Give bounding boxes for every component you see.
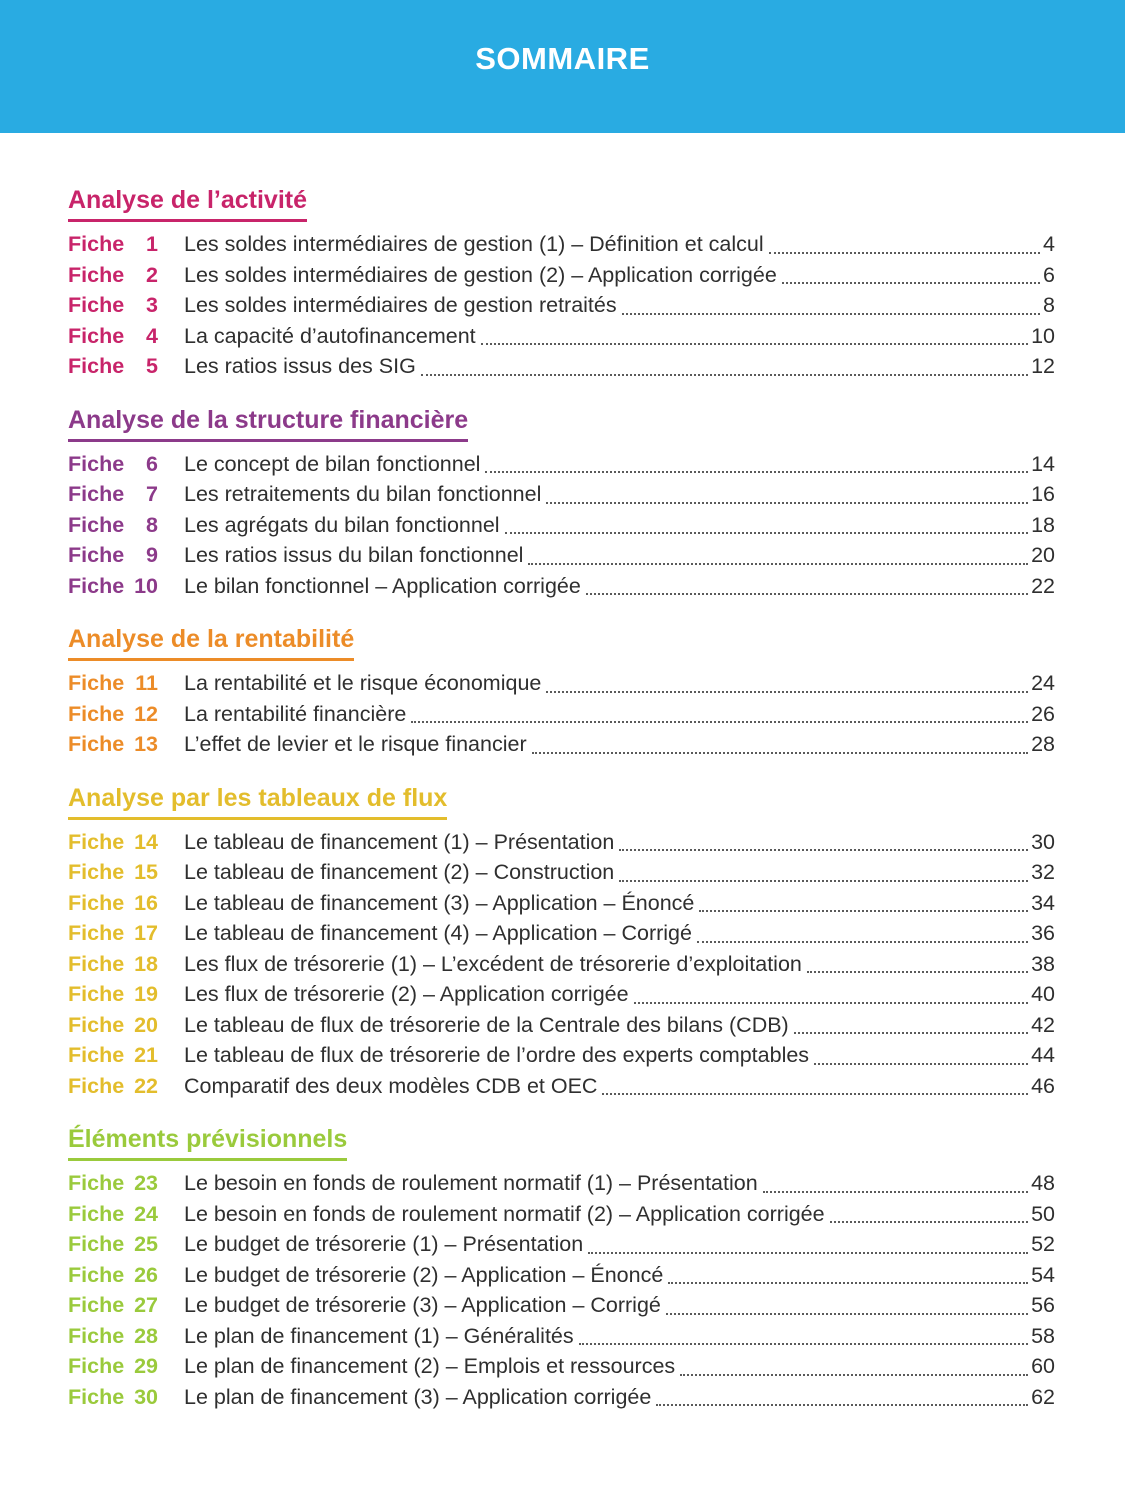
entry-page: 36	[1031, 921, 1055, 945]
entry-title: Le tableau de financement (1) – Présentation	[184, 829, 615, 854]
entry-title: Comparatif des deux modèles CDB et OEC	[184, 1073, 598, 1098]
toc-entry-row	[68, 1293, 1055, 1324]
section-heading: Analyse de la structure financière	[68, 405, 468, 442]
fiche-number: 1	[146, 232, 158, 256]
dot-leader	[481, 343, 1028, 345]
toc-entry-row	[68, 1232, 1055, 1263]
fiche-word: Fiche	[68, 482, 125, 506]
fiche-word: Fiche	[68, 732, 125, 756]
entry-title: Les retraitements du bilan fonctionnel	[184, 482, 542, 506]
toc-entry-row	[68, 1013, 1055, 1044]
fiche-label	[68, 1385, 158, 1410]
toc-entry-row	[68, 574, 1055, 605]
entry-title: Le plan de financement (1) – Généralités	[184, 1323, 574, 1348]
toc-entry-row	[68, 982, 1055, 1013]
dot-leader	[588, 1252, 1028, 1254]
fiche-number: 17	[134, 921, 158, 945]
fiche-word: Fiche	[68, 1384, 125, 1409]
fiche-number: 15	[134, 860, 158, 884]
fiche-label	[68, 671, 158, 696]
fiche-label	[68, 1293, 158, 1318]
page-title: SOMMAIRE	[475, 40, 650, 76]
fiche-label	[68, 891, 158, 916]
fiche-number: 3	[146, 293, 158, 317]
dot-leader	[699, 910, 1028, 912]
fiche-word: Fiche	[68, 232, 125, 256]
fiche-word: Fiche	[68, 1323, 125, 1348]
fiche-word: Fiche	[68, 1232, 125, 1256]
section-entries	[68, 671, 1055, 763]
entry-page: 8	[1043, 293, 1055, 317]
dot-leader	[622, 313, 1040, 315]
toc-entry-row	[68, 1171, 1055, 1202]
fiche-word: Fiche	[68, 829, 125, 854]
entry-page: 42	[1031, 1012, 1055, 1037]
fiche-label	[68, 1202, 158, 1227]
dot-leader	[807, 971, 1028, 973]
entry-page: 12	[1031, 354, 1055, 378]
entry-page: 26	[1031, 701, 1055, 726]
entry-page: 62	[1031, 1384, 1055, 1409]
toc-entry-row	[68, 354, 1055, 385]
toc-entry-row	[68, 452, 1055, 483]
dot-leader	[619, 880, 1028, 882]
fiche-label	[68, 1324, 158, 1349]
fiche-word: Fiche	[68, 1073, 125, 1098]
entry-title: Le budget de trésorerie (1) – Présentation	[184, 1232, 584, 1256]
toc-entry-row	[68, 952, 1055, 983]
entry-title: Les agrégats du bilan fonctionnel	[184, 512, 500, 537]
fiche-word: Fiche	[68, 512, 125, 537]
entry-page: 50	[1031, 1201, 1055, 1226]
entry-title: Les flux de trésorerie (2) – Application corrigée	[184, 982, 629, 1006]
fiche-number: 23	[134, 1171, 158, 1195]
toc-entry-row	[68, 513, 1055, 544]
entry-title: Le tableau de financement (3) – Application – Énoncé	[184, 890, 695, 915]
entry-page: 30	[1031, 829, 1055, 854]
entry-title: Les soldes intermédiaires de gestion (2) – Application corrigée	[184, 262, 777, 287]
fiche-word: Fiche	[68, 354, 125, 378]
fiche-number: 12	[134, 701, 158, 726]
toc-sections	[0, 133, 1125, 1415]
fiche-number: 13	[134, 732, 158, 756]
entry-title: Le plan de financement (3) – Application corrigée	[184, 1384, 652, 1409]
header-band	[0, 0, 1125, 133]
entry-page: 56	[1031, 1293, 1055, 1317]
dot-leader	[528, 563, 1028, 565]
entry-title: Le plan de financement (2) – Emplois et ressources	[184, 1354, 676, 1378]
entry-page: 28	[1031, 732, 1055, 756]
fiche-label	[68, 702, 158, 727]
toc-section	[68, 185, 1055, 385]
dot-leader	[485, 471, 1028, 473]
fiche-number: 21	[134, 1043, 158, 1067]
entry-title: Le concept de bilan fonctionnel	[184, 451, 481, 476]
fiche-label	[68, 982, 158, 1007]
entry-title: Le tableau de flux de trésorerie de l’ordre des experts comptables	[184, 1043, 810, 1067]
fiche-number: 24	[134, 1201, 158, 1226]
fiche-label	[68, 263, 158, 288]
entry-title: Le tableau de flux de trésorerie de la Centrale des bilans (CDB)	[184, 1012, 789, 1037]
toc-section	[68, 405, 1055, 605]
dot-leader	[666, 1313, 1028, 1315]
toc-entry-row	[68, 830, 1055, 861]
fiche-label	[68, 1171, 158, 1196]
fiche-label	[68, 1013, 158, 1038]
fiche-word: Fiche	[68, 293, 125, 317]
fiche-label	[68, 293, 158, 318]
fiche-word: Fiche	[68, 701, 125, 726]
fiche-word: Fiche	[68, 543, 125, 567]
fiche-word: Fiche	[68, 982, 125, 1006]
toc-entry-row	[68, 1354, 1055, 1385]
toc-entry-row	[68, 1074, 1055, 1105]
entry-page: 44	[1031, 1043, 1055, 1067]
dot-leader	[586, 593, 1028, 595]
dot-leader	[546, 691, 1028, 693]
fiche-number: 19	[134, 982, 158, 1006]
fiche-label	[68, 574, 158, 599]
entry-page: 16	[1031, 482, 1055, 506]
fiche-number: 22	[134, 1073, 158, 1098]
fiche-word: Fiche	[68, 671, 125, 695]
entry-title: L’effet de levier et le risque financier	[184, 732, 527, 756]
dot-leader	[602, 1093, 1028, 1095]
fiche-label	[68, 543, 158, 568]
toc-section	[68, 783, 1055, 1105]
fiche-number: 25	[134, 1232, 158, 1256]
dot-leader	[532, 752, 1028, 754]
fiche-label	[68, 452, 158, 477]
fiche-label	[68, 232, 158, 257]
fiche-number: 20	[134, 1012, 158, 1037]
fiche-label	[68, 860, 158, 885]
fiche-word: Fiche	[68, 1354, 125, 1378]
fiche-word: Fiche	[68, 451, 125, 476]
dot-leader	[411, 721, 1028, 723]
toc-entry-row	[68, 324, 1055, 355]
fiche-word: Fiche	[68, 323, 125, 348]
entry-title: La rentabilité et le risque économique	[184, 671, 542, 695]
fiche-number: 2	[146, 262, 158, 287]
section-heading: Analyse par les tableaux de flux	[68, 783, 447, 820]
entry-title: Le tableau de financement (4) – Application – Corrigé	[184, 921, 692, 945]
fiche-label	[68, 324, 158, 349]
fiche-number: 29	[134, 1354, 158, 1378]
toc-entry-row	[68, 482, 1055, 513]
dot-leader	[680, 1374, 1028, 1376]
fiche-label	[68, 513, 158, 538]
toc-entry-row	[68, 921, 1055, 952]
toc-entry-row	[68, 263, 1055, 294]
fiche-label	[68, 921, 158, 946]
fiche-number: 30	[134, 1384, 158, 1409]
entry-page: 52	[1031, 1232, 1055, 1256]
fiche-number: 28	[134, 1323, 158, 1348]
fiche-word: Fiche	[68, 262, 125, 287]
section-heading: Éléments prévisionnels	[68, 1124, 347, 1161]
section-heading: Analyse de la rentabilité	[68, 624, 354, 661]
entry-page: 54	[1031, 1262, 1055, 1287]
fiche-word: Fiche	[68, 921, 125, 945]
toc-entry-row	[68, 1043, 1055, 1074]
toc-entry-row	[68, 1324, 1055, 1355]
entry-title: La rentabilité financière	[184, 701, 407, 726]
dot-leader	[769, 252, 1040, 254]
toc-entry-row	[68, 860, 1055, 891]
fiche-label	[68, 482, 158, 507]
dot-leader	[814, 1063, 1028, 1065]
entry-title: Les ratios issus des SIG	[184, 354, 416, 378]
entry-page: 22	[1031, 573, 1055, 598]
entry-page: 10	[1031, 323, 1055, 348]
entry-title: Les soldes intermédiaires de gestion (1) – Définition et calcul	[184, 232, 764, 256]
entry-page: 4	[1043, 232, 1055, 256]
entry-title: Les flux de trésorerie (1) – L’excédent de trésorerie d’exploitation	[184, 951, 802, 976]
toc-entry-row	[68, 1202, 1055, 1233]
dot-leader	[619, 849, 1028, 851]
fiche-word: Fiche	[68, 1171, 125, 1195]
entry-page: 40	[1031, 982, 1055, 1006]
toc-entry-row	[68, 232, 1055, 263]
section-entries	[68, 452, 1055, 605]
fiche-number: 5	[146, 354, 158, 378]
toc-entry-row	[68, 671, 1055, 702]
dot-leader	[634, 1002, 1029, 1004]
fiche-number: 14	[134, 829, 158, 854]
fiche-label	[68, 952, 158, 977]
dot-leader	[421, 374, 1028, 376]
fiche-number: 16	[134, 890, 158, 915]
entry-page: 34	[1031, 890, 1055, 915]
fiche-number: 11	[135, 671, 158, 695]
toc-entry-row	[68, 1263, 1055, 1294]
entry-title: Le bilan fonctionnel – Application corrigée	[184, 573, 581, 598]
entry-page: 6	[1043, 262, 1055, 287]
dot-leader	[546, 502, 1028, 504]
entry-title: Le besoin en fonds de roulement normatif (2) – Application corrigée	[184, 1201, 825, 1226]
entry-page: 38	[1031, 951, 1055, 976]
toc-entry-row	[68, 1385, 1055, 1416]
entry-title: Le besoin en fonds de roulement normatif (1) – Présentation	[184, 1171, 758, 1195]
entry-title: Les ratios issus du bilan fonctionnel	[184, 543, 524, 567]
toc-entry-row	[68, 732, 1055, 763]
toc-entry-row	[68, 702, 1055, 733]
dot-leader	[505, 532, 1029, 534]
entry-page: 24	[1031, 671, 1055, 695]
section-entries	[68, 232, 1055, 385]
toc-entry-row	[68, 891, 1055, 922]
fiche-number: 8	[146, 512, 158, 537]
entry-page: 32	[1031, 860, 1055, 884]
fiche-word: Fiche	[68, 951, 125, 976]
fiche-word: Fiche	[68, 1262, 125, 1287]
dot-leader	[579, 1343, 1028, 1345]
fiche-label	[68, 1232, 158, 1257]
entry-page: 60	[1031, 1354, 1055, 1378]
fiche-label	[68, 732, 158, 757]
fiche-label	[68, 1263, 158, 1288]
toc-entry-row	[68, 543, 1055, 574]
fiche-number: 9	[146, 543, 158, 567]
dot-leader	[763, 1191, 1028, 1193]
fiche-number: 6	[146, 451, 158, 476]
entry-page: 20	[1031, 543, 1055, 567]
fiche-word: Fiche	[68, 1293, 125, 1317]
fiche-number: 27	[134, 1293, 158, 1317]
dot-leader	[697, 941, 1028, 943]
fiche-word: Fiche	[68, 1012, 125, 1037]
entry-title: Le budget de trésorerie (2) – Application – Énoncé	[184, 1262, 664, 1287]
fiche-label	[68, 354, 158, 379]
fiche-word: Fiche	[68, 1043, 125, 1067]
toc-section	[68, 624, 1055, 763]
fiche-word: Fiche	[68, 860, 125, 884]
fiche-number: 4	[146, 323, 158, 348]
fiche-label	[68, 830, 158, 855]
entry-page: 14	[1031, 451, 1055, 476]
entry-title: Le budget de trésorerie (3) – Application – Corrigé	[184, 1293, 661, 1317]
dot-leader	[794, 1032, 1028, 1034]
entry-page: 58	[1031, 1323, 1055, 1348]
fiche-number: 10	[134, 573, 158, 598]
fiche-word: Fiche	[68, 890, 125, 915]
dot-leader	[668, 1282, 1028, 1284]
fiche-word: Fiche	[68, 1201, 125, 1226]
entry-title: Les soldes intermédiaires de gestion retraités	[184, 293, 617, 317]
section-entries	[68, 830, 1055, 1105]
fiche-number: 7	[146, 482, 158, 506]
fiche-number: 18	[134, 951, 158, 976]
fiche-word: Fiche	[68, 573, 125, 598]
toc-section	[68, 1124, 1055, 1415]
dot-leader	[830, 1221, 1028, 1223]
entry-title: Le tableau de financement (2) – Construction	[184, 860, 615, 884]
section-entries	[68, 1171, 1055, 1415]
dot-leader	[656, 1404, 1028, 1406]
dot-leader	[782, 282, 1040, 284]
toc-entry-row	[68, 293, 1055, 324]
fiche-number: 26	[134, 1262, 158, 1287]
section-heading: Analyse de l’activité	[68, 185, 307, 222]
entry-page: 48	[1031, 1171, 1055, 1195]
entry-page: 46	[1031, 1073, 1055, 1098]
fiche-label	[68, 1354, 158, 1379]
entry-page: 18	[1031, 512, 1055, 537]
fiche-label	[68, 1043, 158, 1068]
entry-title: La capacité d’autofinancement	[184, 323, 476, 348]
fiche-label	[68, 1074, 158, 1099]
